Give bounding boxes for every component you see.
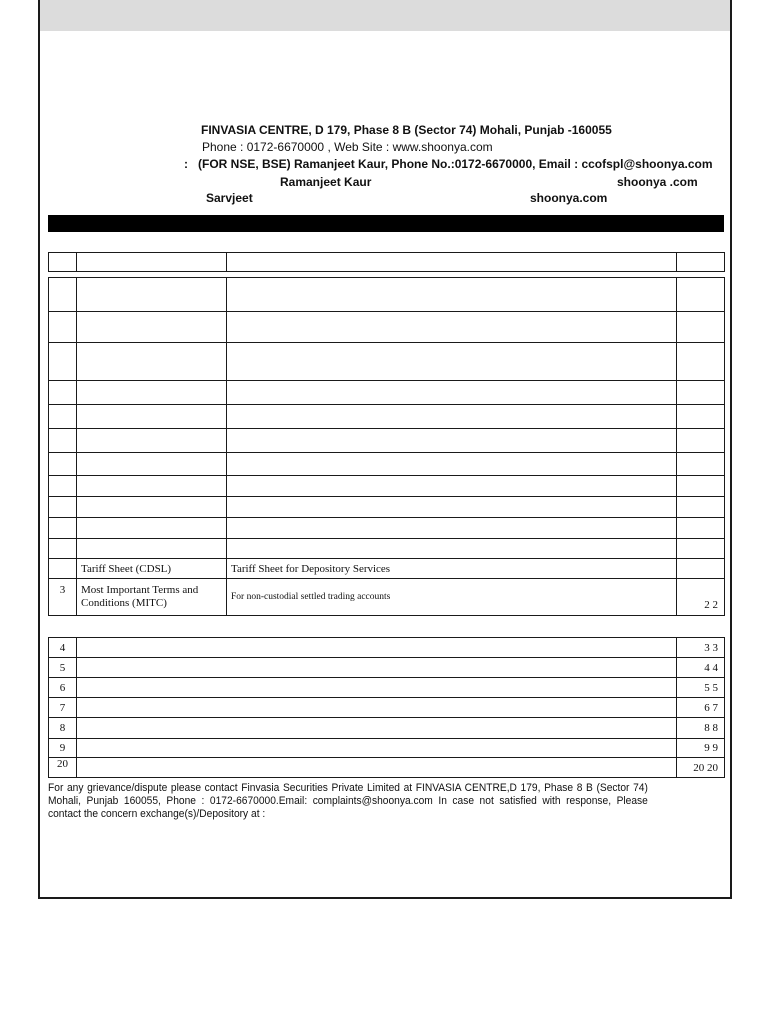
page-number-cell: 4 4: [677, 658, 725, 678]
row-number-cell: 7: [49, 698, 77, 718]
table-row: [49, 453, 725, 476]
table-row: [49, 559, 725, 579]
table-row: [49, 429, 725, 453]
officer-name-1: Ramanjeet Kaur: [280, 175, 372, 189]
page-number-cell: 9 9: [677, 739, 725, 758]
row-number-cell: 6: [49, 678, 77, 698]
phone-web-line: Phone : 0172-6670000 , Web Site : www.shoonya.com: [202, 140, 493, 154]
page-number-cell: 20 20: [677, 758, 725, 778]
row-number-cell: 20: [49, 758, 77, 778]
document-frame: [38, 0, 732, 899]
table-row: [49, 638, 725, 658]
header-cell: [227, 253, 677, 272]
officer-name-2: Sarvjeet: [206, 191, 253, 205]
table-row: [49, 497, 725, 518]
table-row: [49, 312, 725, 343]
row-number-cell: 4: [49, 638, 77, 658]
table-row: [49, 278, 725, 312]
row-number-cell: 3: [49, 579, 77, 616]
voluntary-documents-table: [48, 637, 725, 778]
row-number-cell: 8: [49, 718, 77, 739]
table-row: [49, 698, 725, 718]
header-cell: [49, 253, 77, 272]
compliance-officer-line: (FOR NSE, BSE) Ramanjeet Kaur, Phone No.:0172-6670000, Email : ccofspl@shoonya.com: [198, 157, 713, 171]
page-number-cell: 5 5: [677, 678, 725, 698]
officer-domain-2: shoonya.com: [530, 191, 608, 205]
row-number-cell: 5: [49, 658, 77, 678]
grievance-notice: For any grievance/dispute please contact Finvasia Securities Private Limited at FINVASIA CENTRE,D 179, Phase 8 B (Sector 74) Mohali, Punjab 160055, Phone : 0172-6670000.Email: complaints@shoonya.com In case not satisfied with response, Please contact the concern exchange(s)/Depository at :: [48, 782, 648, 820]
page-number-cell: 8 8: [677, 718, 725, 739]
table-row: [49, 518, 725, 539]
table-row: [49, 739, 725, 758]
compliance-colon: :: [184, 157, 188, 171]
address-line: FINVASIA CENTRE, D 179, Phase 8 B (Sector 74) Mohali, Punjab -160055: [201, 123, 612, 137]
table-row: [49, 343, 725, 381]
page-number-cell: 3 3: [677, 638, 725, 658]
officer-domain-1: shoonya .com: [617, 175, 698, 189]
table-row: [49, 405, 725, 429]
row-number-cell: 9: [49, 739, 77, 758]
table-row: [49, 658, 725, 678]
table-header-row: [49, 253, 725, 272]
top-gray-band: [40, 0, 730, 31]
page-number-cell: 6 7: [677, 698, 725, 718]
document-desc-cell: Tariff Sheet for Depository Services: [227, 559, 677, 579]
documents-header-table: [48, 252, 725, 272]
header-cell: [677, 253, 725, 272]
table-row: [49, 678, 725, 698]
table-row: [49, 579, 725, 616]
table-row: [49, 758, 725, 778]
header-cell: [77, 253, 227, 272]
table-row: [49, 381, 725, 405]
page-number-cell: 2 2: [677, 579, 725, 616]
table-row: [49, 539, 725, 559]
table-row: [49, 718, 725, 739]
document-desc-cell: For non-custodial settled trading accounts: [227, 579, 677, 616]
document-name-cell: Tariff Sheet (CDSL): [77, 559, 227, 579]
document-name-cell: Most Important Terms and Conditions (MITC): [77, 579, 227, 616]
section-title-bar: [48, 215, 724, 232]
documents-table: [48, 277, 725, 616]
table-row: [49, 476, 725, 497]
